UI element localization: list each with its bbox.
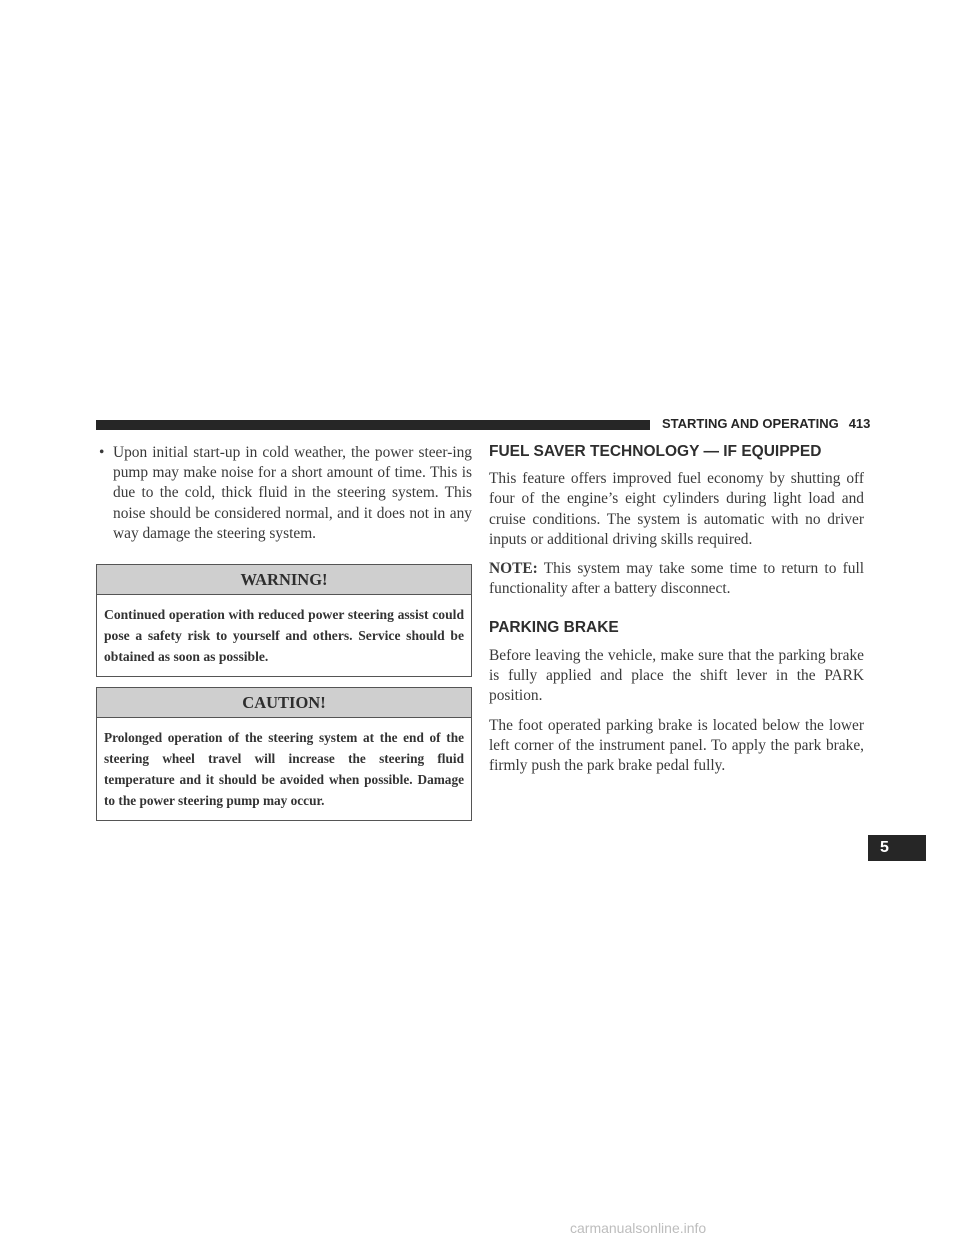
parking-brake-heading: PARKING BRAKE [489, 618, 619, 636]
header-rule [96, 420, 650, 430]
chapter-tab [868, 835, 926, 861]
page-number: 413 [848, 416, 871, 431]
warning-body: Continued operation with reduced power steering assist could pose a safety risk to yourself and others. Service should be obtained as soon as possible. [104, 607, 464, 665]
section-title: STARTING AND OPERATING [662, 416, 839, 431]
fuel-saver-paragraph: This feature offers improved fuel economy by shutting off four of the engine’s eight cylinders during light load and cruise conditions. The system is automatic with no driver inputs or additional driving skills required. [489, 470, 864, 548]
caution-body: Prolonged operation of the steering system at the end of the steering wheel travel will increase the steering fluid temperature and it should be avoided when possible. Damage to the power steering pump may occur. [104, 730, 464, 809]
parking-brake-paragraph-2: The foot operated parking brake is located below the lower left corner of the instrument panel. To apply the park brake, firmly push the park brake pedal fully. [489, 716, 864, 775]
note-text: This system may take some time to return to full functionality after a battery disconnect. [489, 560, 865, 598]
caution-box [96, 687, 472, 821]
bullet-icon: • [99, 444, 105, 461]
list-item [96, 443, 472, 544]
parking-brake-paragraph-1: Before leaving the vehicle, make sure that the parking brake is fully applied and place the shift lever in the PARK position. [489, 646, 864, 705]
right-column [489, 443, 864, 777]
note-paragraph [489, 559, 864, 600]
caution-title: CAUTION! [97, 688, 471, 718]
watermark: carmanualsonline.info [570, 1220, 707, 1236]
warning-box [96, 564, 472, 677]
note-label: NOTE: [489, 560, 538, 578]
running-header [662, 416, 870, 431]
bullet-text: Upon initial start-up in cold weather, the power steer-ing pump may make noise for a short amount of time. This is due to the cold, thick fluid in the steering system. This noise should be considered normal, and it does not in any way damage the steering system. [113, 444, 472, 542]
chapter-number: 5 [880, 839, 889, 856]
warning-title: WARNING! [97, 565, 471, 595]
fuel-saver-heading: FUEL SAVER TECHNOLOGY — IF EQUIPPED [489, 443, 822, 460]
left-column [96, 443, 472, 821]
